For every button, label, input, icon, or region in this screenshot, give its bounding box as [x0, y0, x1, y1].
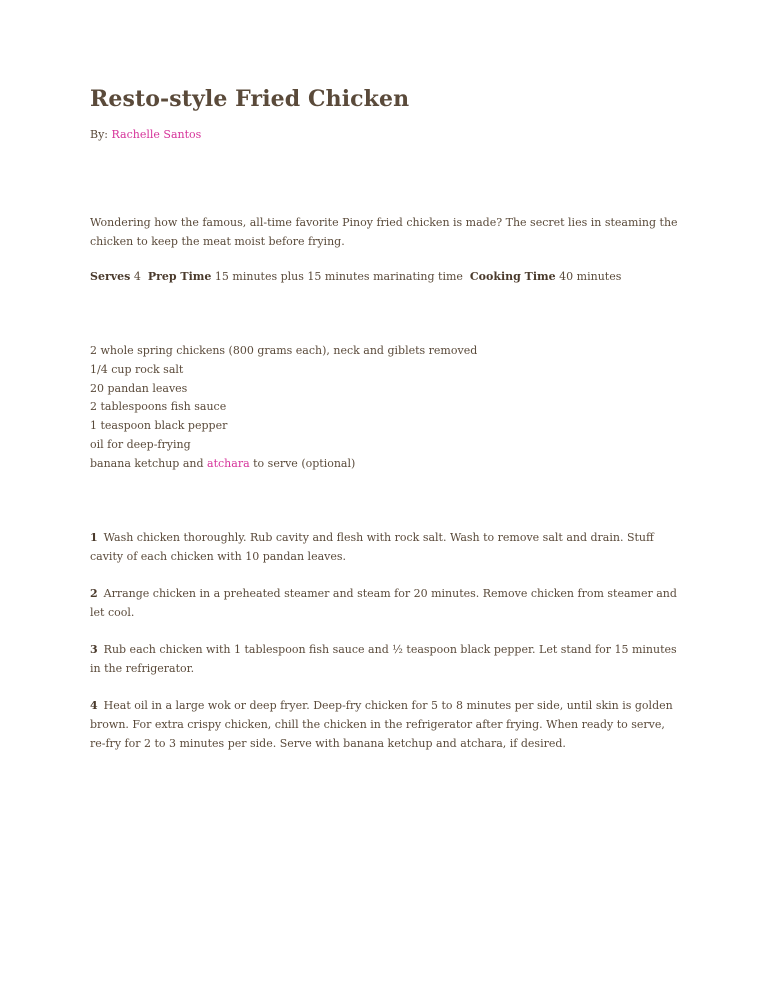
serves-label: Serves [90, 270, 131, 283]
recipe-meta [90, 270, 621, 283]
ingredient-text: to serve (optional) [253, 456, 356, 470]
step-text: Wash chicken thoroughly. Rub cavity and flesh with rock salt. Wash to remove salt and drain. Stuff cavity of each chicken with 10 pandan leaves. [90, 531, 654, 563]
ingredient-item: 20 pandan leaves [90, 381, 188, 395]
step-item [90, 696, 680, 753]
byline [90, 128, 201, 141]
prep-time-label: Prep Time [147, 270, 212, 283]
author-link[interactable]: Rachelle Santos [111, 128, 202, 141]
ingredient-list [90, 342, 477, 474]
ingredient-item [90, 455, 477, 474]
step-item [90, 528, 680, 566]
ingredient-item: 2 whole spring chickens (800 grams each), neck and giblets removed [90, 344, 478, 357]
by-label: By: [90, 128, 109, 141]
step-number: 1 [90, 531, 98, 544]
step-text: Heat oil in a large wok or deep fryer. Deep-fry chicken for 5 to 8 minutes per side, until skin is golden brown. For extra crispy chicken, chill the chicken in the refrigerator after frying. When ready to serve, re-fry for 2 to 3 minutes per side. Serve with banana ketchup and atchara, if desired. [90, 699, 673, 750]
ingredient-item: 1 teaspoon black pepper [90, 419, 228, 433]
ingredient-item: 2 tablespoons fish sauce [90, 400, 227, 414]
step-item [90, 584, 680, 622]
step-item [90, 640, 680, 678]
cooking-time-label: Cooking Time [469, 270, 556, 283]
procedure-steps [90, 528, 680, 771]
intro-paragraph: Wondering how the famous, all-time favorite Pinoy fried chicken is made? The secret lies in steaming the chicken to keep the meat moist before frying. [90, 216, 678, 248]
ingredient-item: oil for deep-frying [90, 437, 191, 451]
step-number: 2 [90, 587, 98, 600]
step-text: Arrange chicken in a preheated steamer and steam for 20 minutes. Remove chicken from steamer and let cool. [90, 587, 677, 619]
prep-time-value: 15 minutes plus 15 minutes marinating time [214, 270, 463, 283]
step-number: 4 [90, 699, 98, 712]
step-text: Rub each chicken with 1 tablespoon fish sauce and ½ teaspoon black pepper. Let stand for 15 minutes in the refrigerator. [90, 643, 677, 675]
recipe-title: Resto-style Fried Chicken [90, 86, 410, 112]
ingredient-item: 1/4 cup rock salt [90, 362, 184, 376]
ingredient-text: banana ketchup and [90, 456, 204, 470]
step-number: 3 [90, 643, 98, 656]
atchara-link[interactable]: atchara [207, 456, 250, 470]
cooking-time-value: 40 minutes [559, 270, 622, 283]
serves-value: 4 [133, 270, 141, 283]
